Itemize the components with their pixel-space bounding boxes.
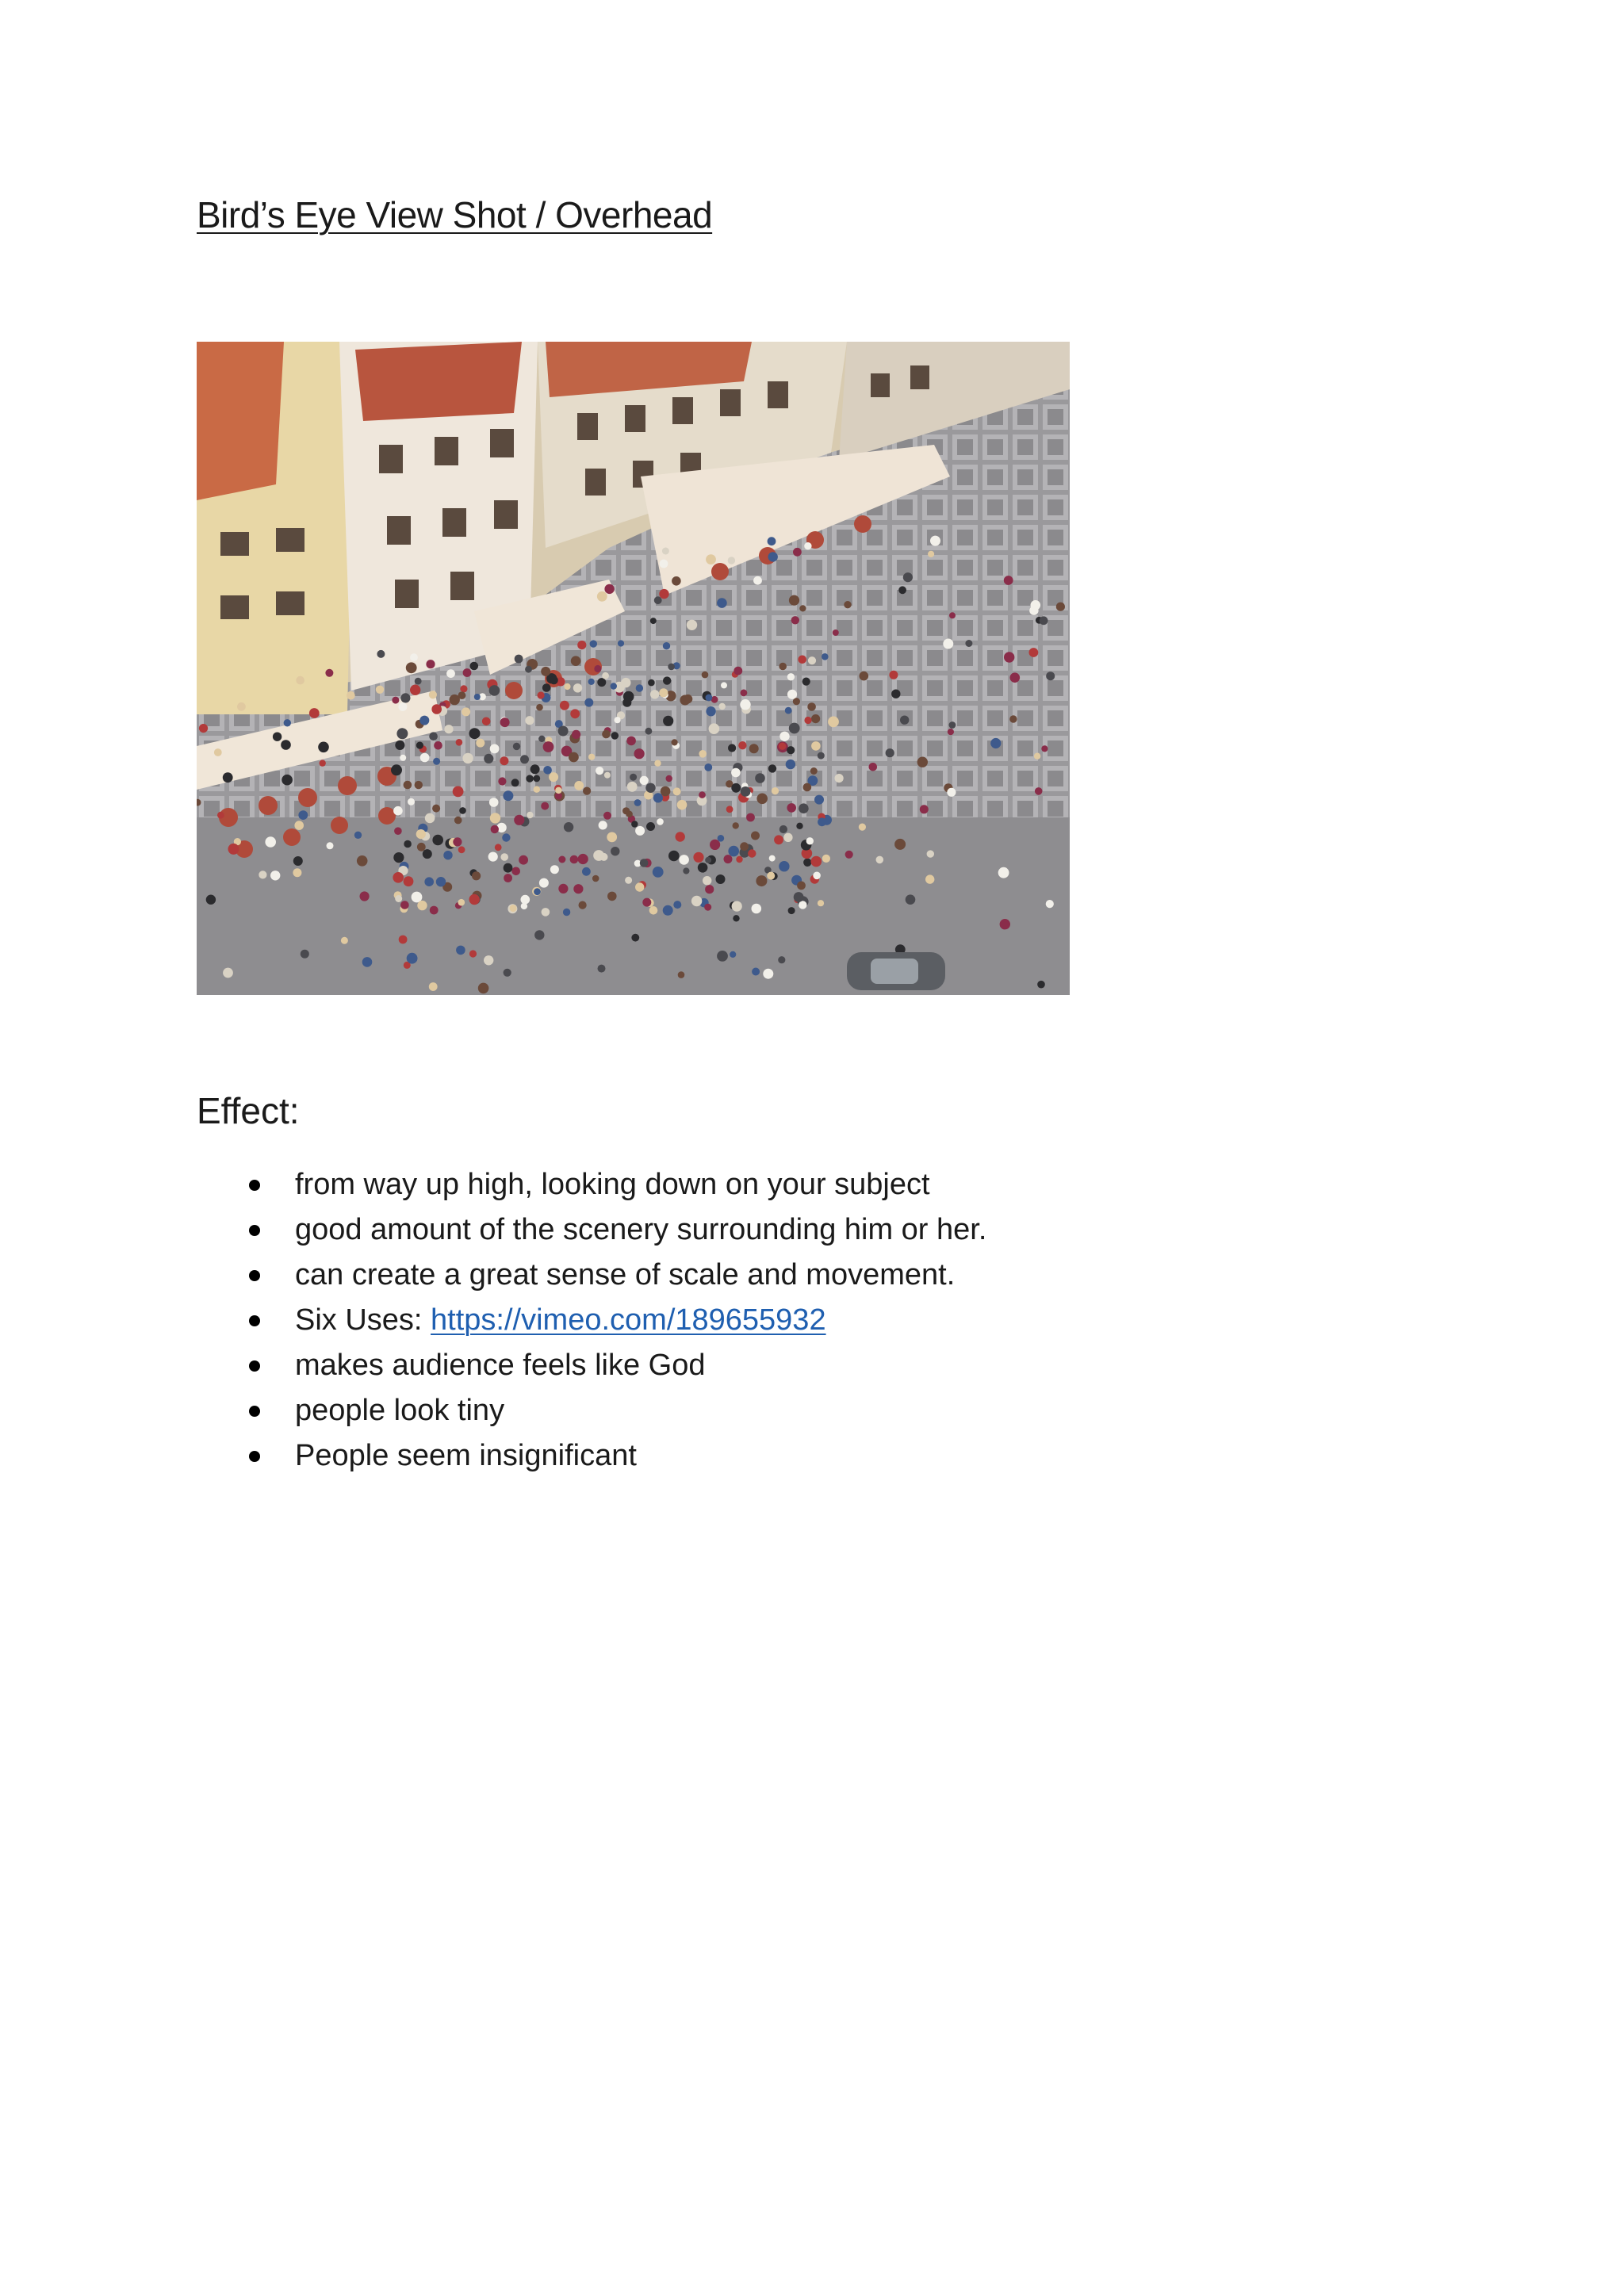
list-item-text: can create a great sense of scale and movement. <box>295 1258 956 1292</box>
list-item-text: Six Uses: <box>295 1303 431 1337</box>
bullet-icon <box>249 1270 260 1281</box>
list-item <box>197 1343 986 1388</box>
bullet-icon <box>249 1225 260 1236</box>
list-item <box>197 1298 986 1343</box>
page-title: Bird’s Eye View Shot / Overhead <box>197 194 713 235</box>
effect-list <box>197 1162 986 1479</box>
overhead-crowd-photo <box>197 342 1070 995</box>
list-item <box>197 1433 986 1479</box>
bullet-icon <box>249 1451 260 1462</box>
list-item <box>197 1388 986 1433</box>
effect-heading: Effect: <box>197 1090 300 1131</box>
list-item <box>197 1253 986 1298</box>
list-item-text: from way up high, looking down on your subject <box>295 1168 930 1201</box>
list-item-text: People seem insignificant <box>295 1439 637 1472</box>
bullet-icon <box>249 1406 260 1417</box>
list-item <box>197 1207 986 1253</box>
bullet-icon <box>249 1180 260 1191</box>
list-item-text: makes audience feels like God <box>295 1349 706 1382</box>
bullet-icon <box>249 1315 260 1326</box>
list-item <box>197 1162 986 1207</box>
bullet-icon <box>249 1360 260 1372</box>
vimeo-link[interactable]: https://vimeo.com/189655932 <box>431 1303 826 1337</box>
list-item-text: people look tiny <box>295 1394 505 1427</box>
list-item-text: good amount of the scenery surrounding him or her. <box>295 1213 987 1246</box>
